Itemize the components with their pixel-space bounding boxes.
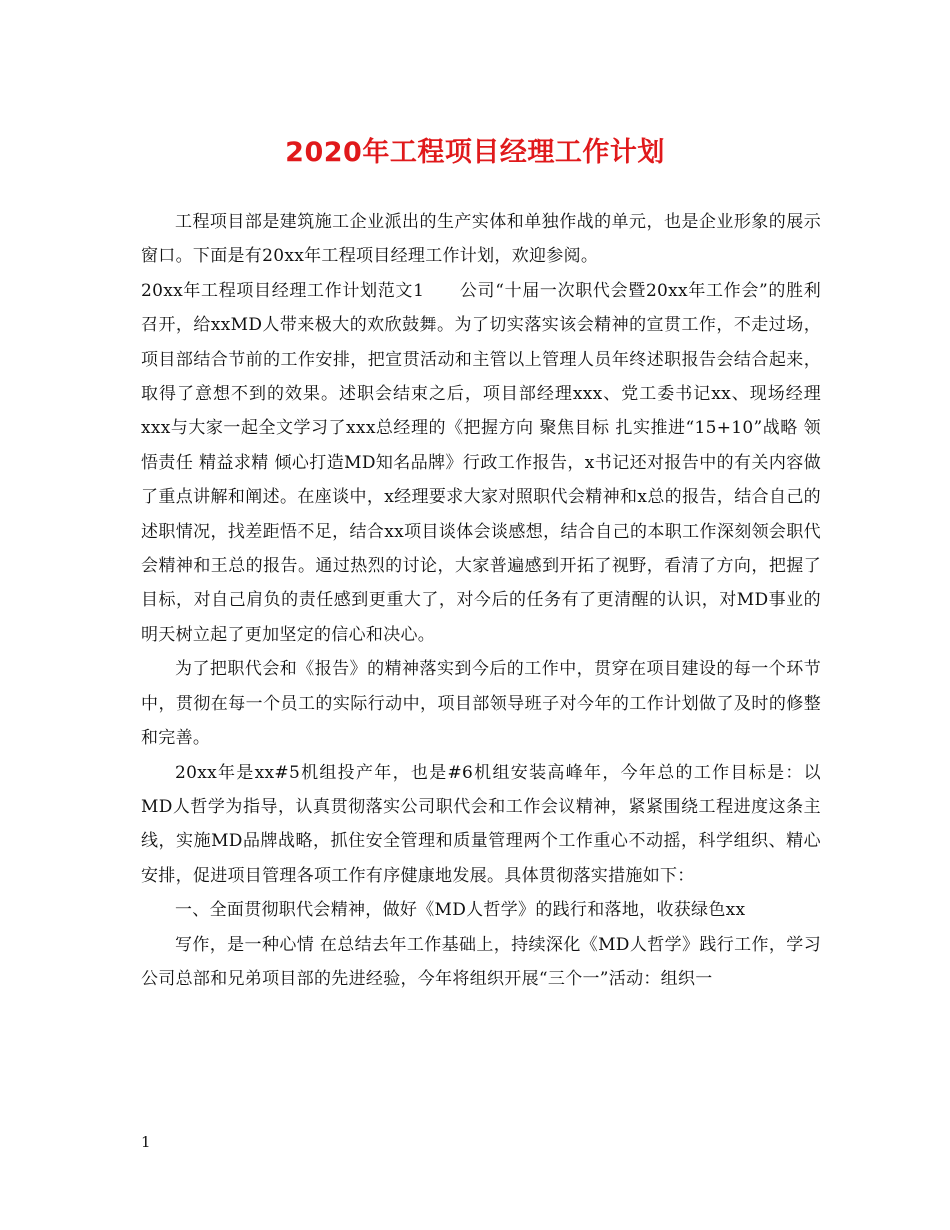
paragraph-sample-1: 20xx年工程项目经理工作计划范文1 公司“十届一次职代会暨20xx年工作会”的胜利召开，给xxMD人带来极大的欢欣鼓舞。为了切实落实该会精神的宣贯工作，不走过场，项目部结合节前的工作安排，把宣贯活动和主管以上管理人员年终述职报告会结合起来，取得了意想不到的效果。述职会结束之后，项目部经理xxx、党工委书记xx、现场经理xxx与大家一起全文学习了xxx总经理的《把握方向 聚焦目标 扎实推进“15+10”战略 领悟责任 精益求精 倾心打造MD知名品牌》行政工作报告，x书记还对报告中的有关内容做了重点讲解和阐述。在座谈中，x经理要求大家对照职代会精神和x总的报告，结合自己的述职情况，找差距悟不足，结合xx项目谈体会谈感想，结合自己的本职工作深刻领会职代会精神和王总的报告。通过热烈的讨论，大家普遍感到开拓了视野，看清了方向，把握了目标，对自己肩负的责任感到更重大了，对今后的任务有了更清醒的认识，对MD事业的明天树立起了更加坚定的信心和决心。 [141,280,821,645]
document-body [141,205,821,996]
paragraph-section-1: 写作，是一种心情 在总结去年工作基础上，持续深化《MD人哲学》践行工作，学习公司总部和兄弟项目部的先进经验，今年将组织开展“三个一”活动：组织一 [141,934,821,989]
paragraph-implementation: 为了把职代会和《报告》的精神落实到今后的工作中，贯穿在项目建设的每一个环节中，贯彻在每一个员工的实际行动中，项目部领导班子对今年的工作计划做了及时的修整和完善。 [141,659,821,749]
document-title: 2020年工程项目经理工作计划 [285,137,665,168]
paragraph-intro: 工程项目部是建筑施工企业派出的生产实体和单独作战的单元，也是企业形象的展示窗口。下面是有20xx年工程项目经理工作计划，欢迎参阅。 [141,212,821,267]
section-heading-1: 一、全面贯彻职代会精神，做好《MD人哲学》的践行和落地，收获绿色xx [175,900,746,921]
page-number: 1 [141,1133,151,1151]
paragraph-goals: 20xx年是xx#5机组投产年，也是#6机组安装高峰年，今年总的工作目标是：以MD人哲学为指导，认真贯彻落实公司职代会和工作会议精神，紧紧围绕工程进度这条主线，实施MD品牌战略，抓住安全管理和质量管理两个工作重心不动摇，科学组织、精心安排，促进项目管理各项工作有序健康地发展。具体贯彻落实措施如下： [141,762,821,886]
